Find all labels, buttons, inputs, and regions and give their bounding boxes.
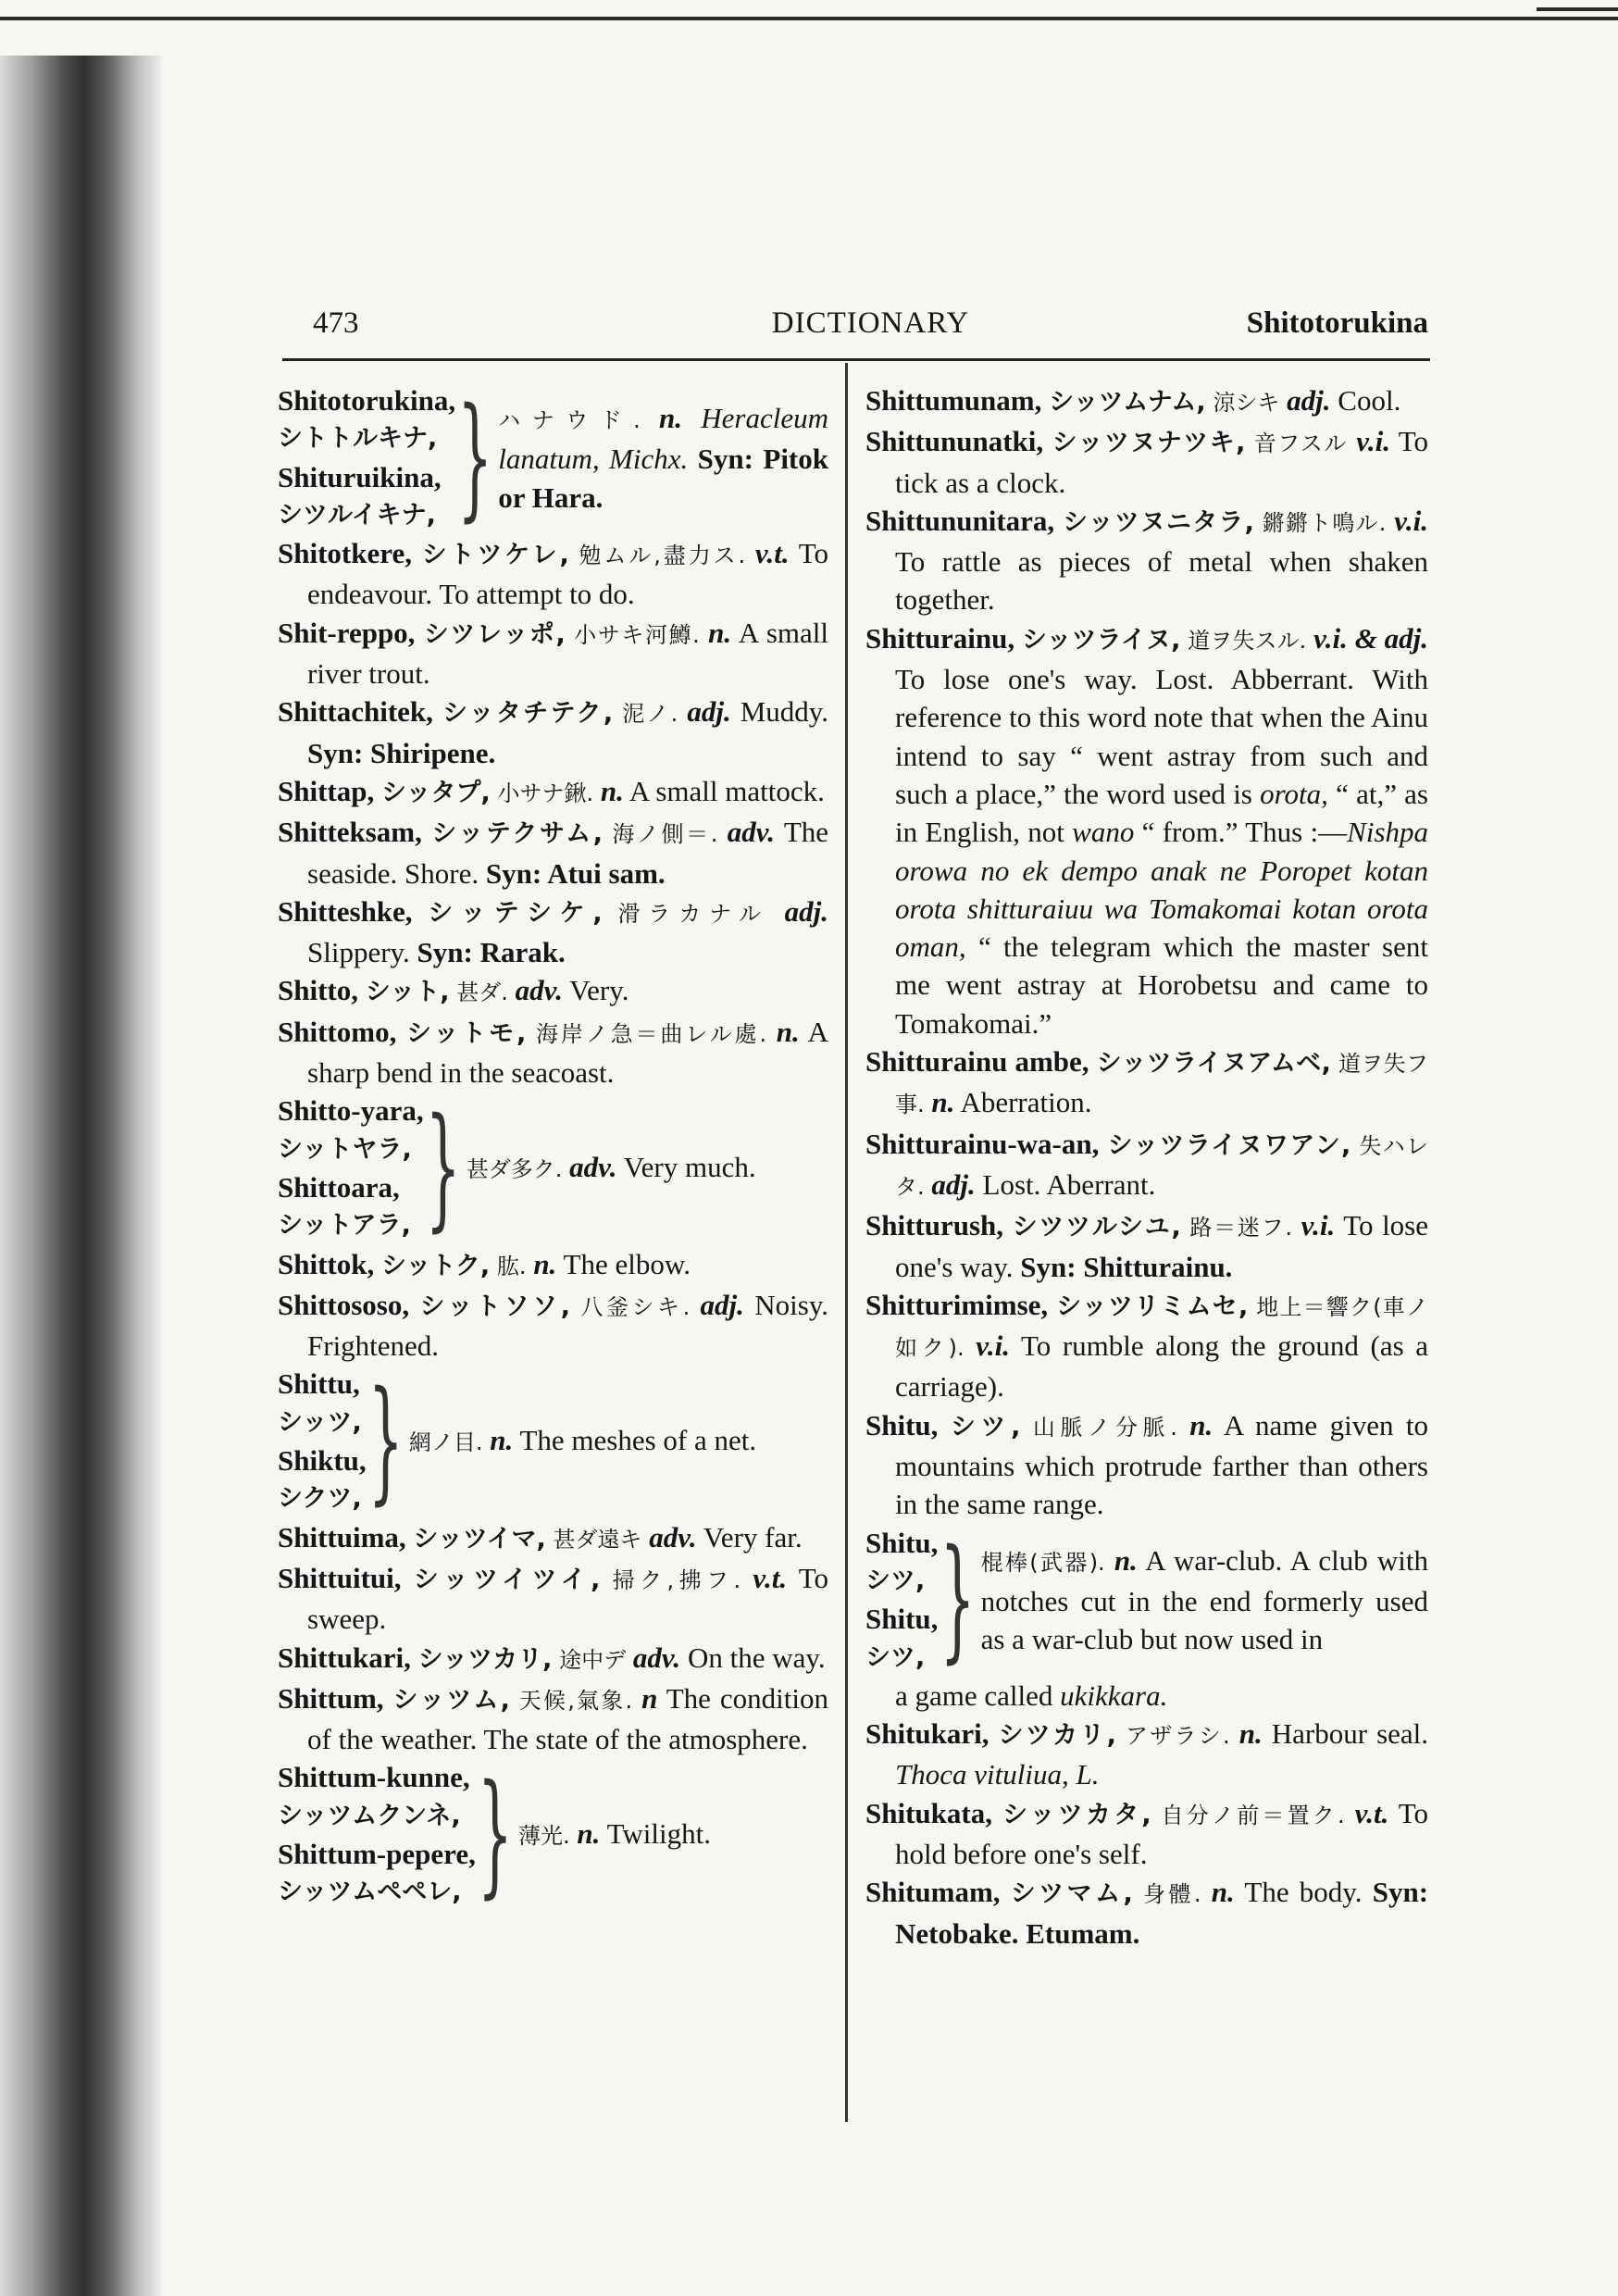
synonym: Syn: Pitok or Hara. [498, 443, 828, 514]
cited-word: wano [1072, 816, 1135, 849]
headword: Shittoara, [278, 1170, 400, 1204]
guide-word: Shitotorukina [1246, 306, 1428, 340]
kana-form: シッテシケ, [428, 898, 603, 928]
part-of-speech: n. [1238, 1717, 1263, 1751]
headword: Shituruikina, [278, 460, 442, 493]
kana-form: シッツイマ, [413, 1524, 546, 1554]
kana-form: シッツライヌアムベ, [1096, 1049, 1331, 1079]
japanese-gloss: アザラシ. [1125, 1723, 1230, 1750]
definition: Aberration. [960, 1086, 1092, 1119]
dictionary-entry [278, 1639, 828, 1679]
brace-glyph: } [367, 1364, 404, 1520]
kana-form: シット, [365, 978, 450, 1007]
column-divider [845, 363, 848, 2122]
page-title: DICTIONARY [771, 306, 970, 340]
part-of-speech: adj. [784, 894, 828, 928]
synonym: Syn: Rarak. [417, 936, 566, 969]
definition: To rattle as pieces of metal when shaken together. [895, 545, 1428, 617]
headword: Shittachitek, [278, 695, 433, 729]
part-of-speech: n. [533, 1247, 557, 1280]
headword: Shit-reppo, [278, 616, 416, 649]
kana-form: シツルイキナ, [278, 500, 436, 530]
dictionary-entry [278, 1679, 828, 1759]
definition: Harbour seal. [1271, 1717, 1429, 1751]
headword: Shittuima, [278, 1520, 406, 1554]
headword: Shittununitara, [865, 504, 1055, 537]
dictionary-entry [278, 772, 828, 813]
definition: “ from.” Thus :— [1141, 816, 1348, 849]
definition: Very far. [703, 1520, 803, 1554]
headword: Shittum, [278, 1681, 384, 1715]
definition: A war-club. A club with notches cut in the end formerly used as a war-club but now used in [980, 1543, 1429, 1656]
kana-form: シツマム, [1010, 1879, 1133, 1909]
headword: Shitteshke, [278, 894, 413, 928]
headword: Shiktu, [278, 1444, 367, 1478]
kana-form: シッツムクンネ, [278, 1801, 461, 1830]
part-of-speech: adv. [649, 1520, 697, 1554]
definition: On the way. [687, 1641, 826, 1674]
kana-form: シトトルキナ, [278, 424, 438, 454]
definition: “ at,” as in English, not [895, 777, 1428, 849]
part-of-speech: adj. [700, 1288, 744, 1321]
headword: Shittok, [278, 1247, 375, 1280]
definition: To hold before one's self. [895, 1796, 1428, 1870]
synonym: Syn: Shitturainu. [1020, 1250, 1233, 1283]
definition: Very. [569, 974, 629, 1007]
synonym: Syn: Shiripene. [307, 736, 496, 769]
example-sentence: Nishpa orowa no ek dempo anak ne Poropet kotan orota shitturaiuu wa Tomakomai kotan orota oman, [895, 816, 1429, 964]
japanese-gloss: 甚ダ. [456, 980, 508, 1006]
kana-form: シッツ, [278, 1407, 362, 1437]
part-of-speech: v.i. [1356, 425, 1390, 458]
japanese-gloss: 音フスル [1253, 430, 1348, 457]
definition: Slippery. [307, 936, 410, 969]
dictionary-entry [865, 502, 1428, 619]
japanese-gloss: 小サナ鍬. [497, 780, 594, 806]
kana-form: シツツルシユ, [1012, 1213, 1181, 1242]
part-of-speech: adj. [687, 695, 731, 729]
part-of-speech: adj. [931, 1167, 976, 1201]
kana-form: シッツイツイ, [413, 1565, 601, 1594]
kana-form: シットモ, [405, 1018, 527, 1048]
japanese-gloss: 棍棒(武器). [980, 1549, 1105, 1576]
kana-form: シツ, [865, 1566, 926, 1595]
brace-glyph: } [457, 380, 493, 536]
definition: A sharp bend in the seacoast. [307, 1015, 829, 1090]
headword: Shitteksam, [278, 816, 422, 849]
kana-form: シットソソ, [419, 1292, 570, 1321]
headword: Shitturainu, [865, 621, 1015, 655]
headword: Shitumam, [865, 1876, 1001, 1909]
header-rule [282, 358, 1430, 361]
japanese-gloss: 涼シキ [1213, 390, 1280, 416]
definition-continuation [865, 1677, 1428, 1715]
kana-form: シッツヌナツキ, [1052, 429, 1246, 458]
headword: Shittososo, [278, 1288, 410, 1321]
dictionary-entry [278, 693, 828, 772]
dictionary-entry-group [278, 381, 828, 534]
japanese-gloss: 勉ムル,盡力ス. [579, 543, 746, 569]
definition: To lose one's way. [895, 1209, 1429, 1283]
dictionary-entry [865, 1042, 1428, 1125]
left-column [278, 381, 828, 1912]
part-of-speech: n. [1211, 1876, 1235, 1909]
japanese-gloss: 地上＝響ク(車ノ如ク). [895, 1293, 1428, 1362]
headword: Shitukata, [865, 1796, 992, 1829]
top-edge-rule [0, 17, 1618, 20]
japanese-gloss: 甚ダ多ク. [466, 1155, 563, 1182]
dictionary-entry-group [278, 1364, 828, 1520]
kana-form: シッツカリ, [417, 1644, 553, 1674]
japanese-gloss: 泥ノ. [622, 701, 678, 728]
headword: Shitu, [865, 1603, 939, 1636]
japanese-gloss: 鏘鏘ト鳴ル. [1262, 509, 1387, 536]
headword: Shitotkere, [278, 537, 412, 570]
definition: Noisy. Frightened. [307, 1288, 829, 1363]
part-of-speech: v.t. [1354, 1796, 1389, 1829]
kana-form: シットク, [380, 1251, 491, 1280]
japanese-gloss: 小サキ河鱒. [574, 621, 700, 648]
part-of-speech: v.i. & adj. [1313, 621, 1429, 655]
kana-form: シッタプ, [380, 778, 491, 807]
headword: Shittu, [278, 1367, 360, 1401]
dictionary-entry-group [278, 1758, 828, 1911]
definition: To lose one's way. Lost. Abberrant. With reference to this word note that when the Ainu intend to say “ went astray from such and such a place,” the word used is [895, 663, 1428, 810]
japanese-gloss: 身體. [1143, 1881, 1201, 1908]
definition: “ the telegram which the master sent me went astray at Horobetsu and came to Tomakomai.” [895, 930, 1428, 1040]
headword: Shittap, [278, 774, 375, 807]
kana-form: シツレッポ, [423, 619, 566, 649]
headword: Shitturimimse, [865, 1288, 1049, 1321]
kana-form: シッタチテク, [442, 699, 614, 729]
japanese-gloss: 自分ノ前＝置ク. [1161, 1802, 1345, 1828]
top-edge-rule-corner [1537, 7, 1618, 11]
part-of-speech: n. [776, 1015, 800, 1048]
kana-form: シッツライヌ, [1021, 625, 1181, 655]
part-of-speech: n. [490, 1423, 514, 1456]
japanese-gloss: 薄光. [518, 1822, 570, 1849]
dictionary-entry [278, 813, 828, 892]
definition: Twilight. [606, 1816, 711, 1850]
page-number: 473 [313, 306, 359, 340]
kana-form: シクツ, [278, 1484, 362, 1514]
dictionary-entry [278, 1013, 828, 1092]
definition: Muddy. [740, 695, 829, 729]
headword: Shittukari, [278, 1641, 411, 1674]
definition: Lost. Aberrant. [982, 1167, 1156, 1201]
headword: Shittuitui, [278, 1561, 402, 1594]
definition: To tick as a clock. [895, 425, 1428, 499]
headword: Shitukari, [865, 1717, 989, 1751]
headword: Shittum-kunne, [278, 1761, 470, 1794]
definition: The seaside. Shore. [307, 816, 829, 890]
japanese-gloss: 失ハレタ. [895, 1132, 1429, 1200]
right-column [865, 381, 1428, 1953]
japanese-gloss: 海岸ノ急＝曲レル處. [535, 1020, 767, 1047]
headword: Shitturainu ambe, [865, 1045, 1089, 1079]
japanese-gloss: 海ノ側＝. [612, 821, 718, 848]
binding-shadow [0, 56, 162, 2296]
japanese-gloss: 途中デ [559, 1646, 627, 1673]
dictionary-entry [865, 1286, 1428, 1406]
headword: Shittum-pepere, [278, 1837, 476, 1870]
definition: The condition of the weather. The state of the atmosphere. [307, 1681, 829, 1756]
page-header [313, 301, 1428, 356]
dictionary-entry [278, 892, 828, 972]
kana-form: シッツヌニタラ, [1063, 507, 1254, 537]
dictionary-entry [865, 1206, 1428, 1286]
kana-form: シットアラ, [278, 1211, 411, 1241]
dictionary-entry [865, 1873, 1428, 1953]
definition: A small mattock. [629, 774, 825, 807]
dictionary-entry [865, 619, 1428, 1042]
kana-form: シッツリミムセ, [1056, 1292, 1249, 1321]
dictionary-entry [865, 422, 1428, 502]
headword: Shitturainu-wa-an, [865, 1127, 1100, 1160]
part-of-speech: n. [1114, 1543, 1138, 1577]
part-of-speech: v.i. [976, 1329, 1010, 1363]
synonym: Syn: Atui sam. [485, 856, 666, 890]
dictionary-entry [865, 1406, 1428, 1524]
japanese-gloss: 路＝迷フ. [1189, 1215, 1293, 1242]
headword: Shittununatki, [865, 425, 1044, 458]
part-of-speech: n. [577, 1816, 601, 1850]
part-of-speech: v.i. [1394, 504, 1429, 537]
part-of-speech: v.i. [1301, 1209, 1336, 1242]
part-of-speech: n [641, 1681, 658, 1715]
part-of-speech: n. [1189, 1408, 1214, 1441]
dictionary-entry [278, 1559, 828, 1639]
part-of-speech: adv. [515, 974, 563, 1007]
definition: To sweep. [307, 1561, 828, 1636]
dictionary-entry [865, 1794, 1428, 1874]
kana-form: シッテクサム, [431, 819, 604, 849]
headword: Shitto-yara, [278, 1094, 424, 1128]
part-of-speech: n. [659, 402, 683, 435]
kana-form: シツカリ, [998, 1721, 1116, 1751]
kana-form: シッツム, [392, 1685, 510, 1715]
japanese-gloss: 甚ダ遠キ [553, 1526, 642, 1553]
kana-form: シッツカタ, [1002, 1800, 1151, 1829]
brace-glyph: } [940, 1522, 976, 1678]
kana-form: シッツライヌワアン, [1107, 1130, 1351, 1160]
kana-form: シットヤラ, [278, 1134, 412, 1164]
dictionary-entry [278, 614, 828, 693]
definition: A small river trout. [307, 616, 829, 691]
dictionary-entry [865, 1125, 1428, 1207]
japanese-gloss: 道ヲ失スル. [1188, 627, 1307, 654]
dictionary-entry [278, 534, 828, 614]
headword: Shitu, [865, 1408, 939, 1441]
definition: Cool. [1338, 384, 1401, 417]
japanese-gloss: 道ヲ失フ事. [895, 1051, 1428, 1118]
definition-latin: Heracleum lanatum, Michx. [498, 402, 829, 476]
dictionary-entry [278, 1245, 828, 1286]
japanese-gloss: 肱. [496, 1253, 527, 1279]
kana-form: シツ, [865, 1642, 926, 1672]
dictionary-entry [278, 1518, 828, 1559]
japanese-gloss: ハナウド. [498, 407, 641, 434]
kana-form: シツ, [950, 1412, 1021, 1441]
dictionary-entry [865, 1715, 1428, 1794]
headword: Shitto, [278, 974, 358, 1007]
part-of-speech: n. [931, 1086, 955, 1119]
japanese-gloss: 八釜シキ. [580, 1293, 691, 1320]
japanese-gloss: 天候,氣象. [518, 1687, 633, 1714]
dictionary-entry [865, 381, 1428, 422]
japanese-gloss: 山脈ノ分脈. [1032, 1414, 1177, 1441]
part-of-speech: adv. [727, 816, 776, 849]
japanese-gloss: 網ノ目. [408, 1429, 483, 1455]
dictionary-entry-group [865, 1524, 1428, 1677]
part-of-speech: adv. [632, 1641, 681, 1674]
definition-latin: Thoca vituliua, L. [895, 1758, 1100, 1791]
part-of-speech: n. [600, 774, 624, 807]
definition: To endeavour. To attempt to do. [307, 537, 829, 611]
brace-glyph: } [425, 1090, 461, 1246]
cited-word: orota, [1260, 777, 1328, 810]
kana-form: シトツケレ, [421, 541, 569, 570]
brace-glyph: } [477, 1756, 514, 1913]
kana-form: シッツムペペレ, [278, 1878, 462, 1907]
part-of-speech: v.t. [754, 537, 790, 570]
headword: Shittomo, [278, 1015, 397, 1048]
kana-form: シッツムナム, [1049, 388, 1206, 417]
definition: a game called [895, 1678, 1053, 1712]
dictionary-entry [278, 1286, 828, 1366]
headword: Shittumunam, [865, 384, 1042, 417]
definition: Very much. [623, 1150, 756, 1183]
cited-word: ukikkara. [1060, 1678, 1168, 1712]
synonym: Syn: Netobake. Etumam. [895, 1876, 1429, 1950]
headword: Shitu, [865, 1526, 939, 1559]
definition: The meshes of a net. [519, 1423, 757, 1456]
japanese-gloss: 掃ク,拂フ. [612, 1566, 741, 1593]
headword: Shitturush, [865, 1209, 1004, 1242]
part-of-speech: n. [708, 616, 732, 649]
dictionary-entry-group [278, 1092, 828, 1244]
part-of-speech: adj. [1287, 384, 1331, 417]
japanese-gloss: 滑ラカナル [617, 900, 769, 927]
definition: The elbow. [563, 1247, 691, 1280]
part-of-speech: adv. [569, 1150, 617, 1183]
dictionary-entry [278, 971, 828, 1012]
definition: A name given to mountains which protrude farther than others in the same range. [895, 1408, 1429, 1521]
definition: The body. [1244, 1876, 1363, 1909]
headword: Shitotorukina, [278, 384, 456, 417]
definition: To rumble along the ground (as a carriage). [895, 1329, 1428, 1404]
part-of-speech: v.t. [753, 1561, 788, 1594]
